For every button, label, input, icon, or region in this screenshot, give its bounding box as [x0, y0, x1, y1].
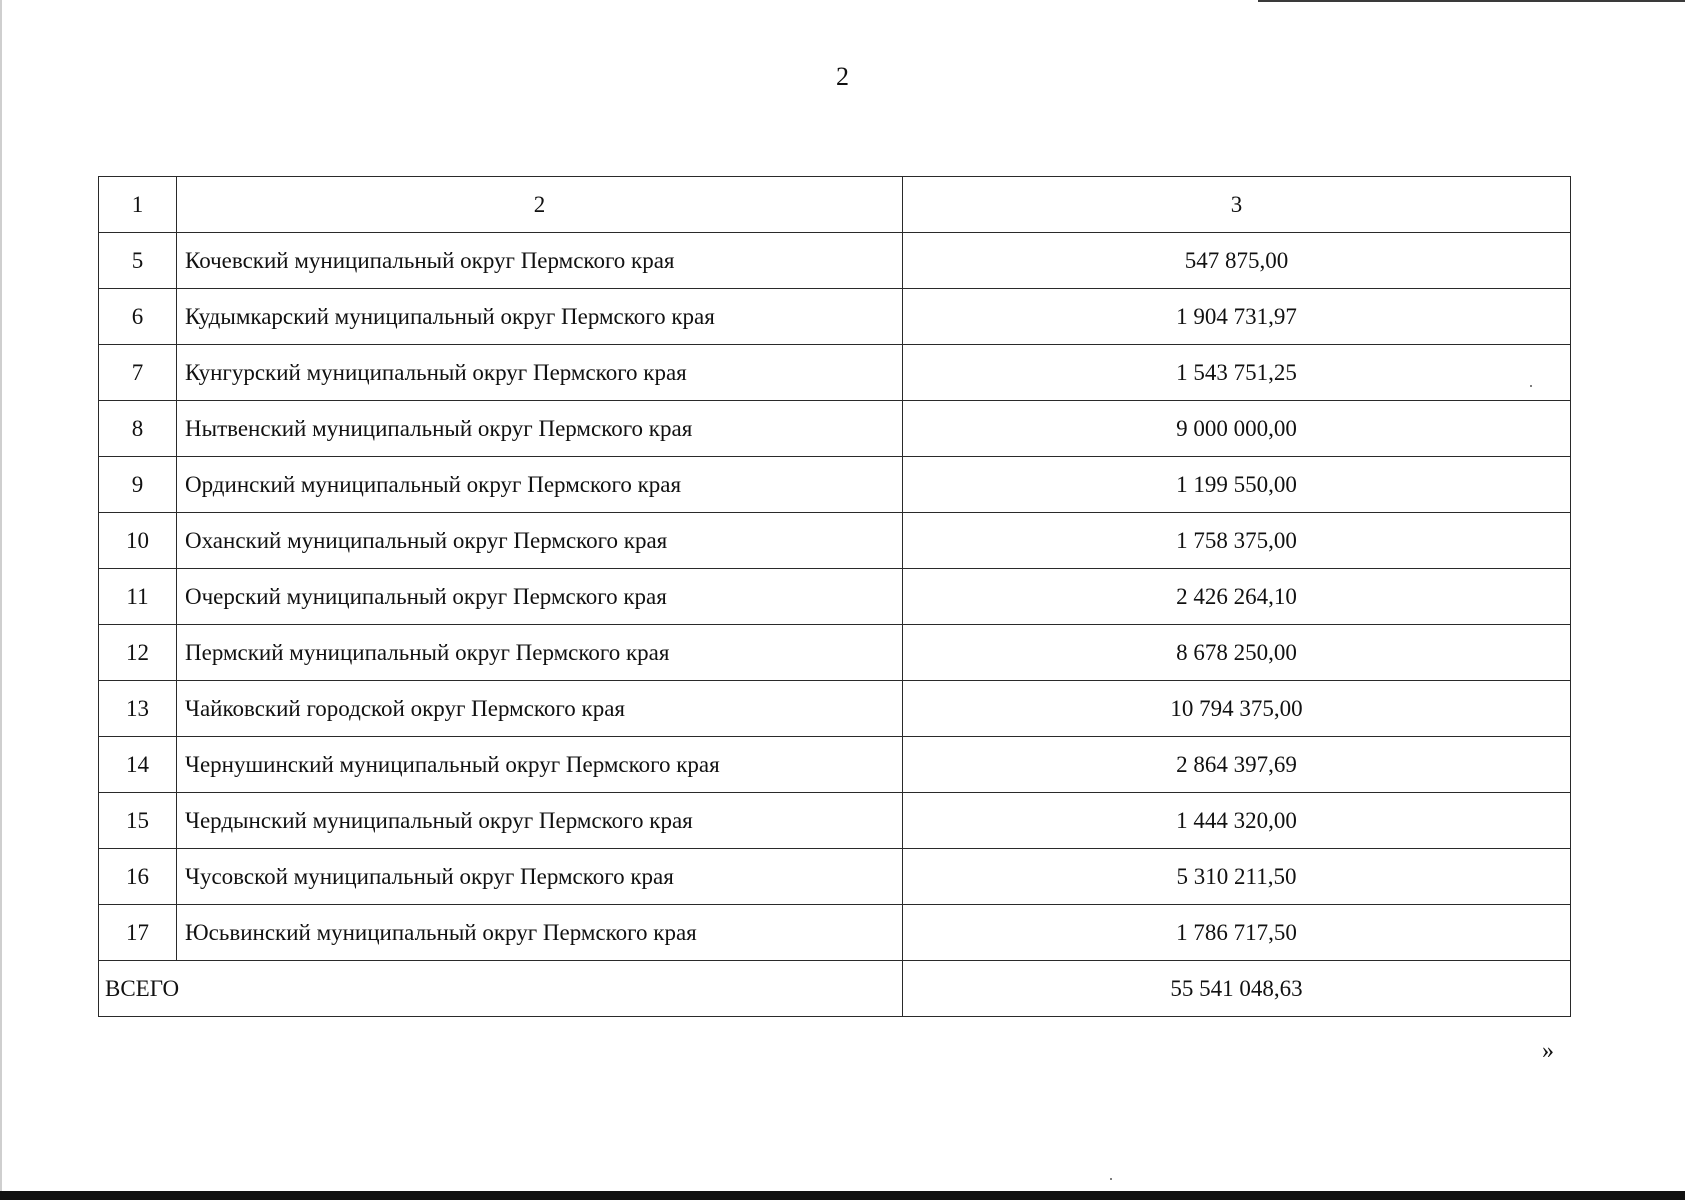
total-amount-cell: 55 541 048,63: [903, 961, 1571, 1017]
table-row: [99, 513, 1571, 569]
amount-cell: 1 444 320,00: [903, 793, 1571, 849]
scan-speck: [1530, 385, 1532, 387]
scan-border-left: [0, 0, 2, 1200]
table-row: [99, 233, 1571, 289]
municipality-name-cell: Пермский муниципальный округ Пермского края: [177, 625, 903, 681]
table-row: [99, 849, 1571, 905]
scan-border-top: [1258, 0, 1685, 2]
page-number: 2: [836, 62, 849, 91]
table-row: [99, 345, 1571, 401]
amount-cell: 1 786 717,50: [903, 905, 1571, 961]
municipality-name-cell: Кудымкарский муниципальный округ Пермского края: [177, 289, 903, 345]
allocation-table: [98, 176, 1571, 1017]
row-number-cell: 11: [99, 569, 177, 625]
amount-cell: 1 543 751,25: [903, 345, 1571, 401]
table-row: [99, 457, 1571, 513]
table-row: [99, 905, 1571, 961]
amount-cell: 1 199 550,00: [903, 457, 1571, 513]
amount-cell: 1 904 731,97: [903, 289, 1571, 345]
row-number-cell: 8: [99, 401, 177, 457]
closing-quote: »: [1542, 1038, 1554, 1064]
row-number-cell: 7: [99, 345, 177, 401]
municipality-name-cell: Очерский муниципальный округ Пермского края: [177, 569, 903, 625]
table-header-row: [99, 177, 1571, 233]
row-number-cell: 9: [99, 457, 177, 513]
table-row: [99, 625, 1571, 681]
table-row: [99, 793, 1571, 849]
municipality-name-cell: Ординский муниципальный округ Пермского края: [177, 457, 903, 513]
municipality-name-cell: Чайковский городской округ Пермского края: [177, 681, 903, 737]
row-number-cell: 15: [99, 793, 177, 849]
municipality-name-cell: Чердынский муниципальный округ Пермского края: [177, 793, 903, 849]
row-number-cell: 5: [99, 233, 177, 289]
municipality-name-cell: Оханский муниципальный округ Пермского края: [177, 513, 903, 569]
municipality-name-cell: Чусовской муниципальный округ Пермского края: [177, 849, 903, 905]
scan-border-bottom: [0, 1191, 1685, 1200]
row-number-cell: 16: [99, 849, 177, 905]
total-row: [99, 961, 1571, 1017]
total-label-cell: ВСЕГО: [99, 961, 903, 1017]
table-row: [99, 289, 1571, 345]
municipality-name-cell: Юсьвинский муниципальный округ Пермского края: [177, 905, 903, 961]
row-number-cell: 17: [99, 905, 177, 961]
row-number-cell: 6: [99, 289, 177, 345]
row-number-cell: 13: [99, 681, 177, 737]
amount-cell: 9 000 000,00: [903, 401, 1571, 457]
amount-cell: 2 426 264,10: [903, 569, 1571, 625]
amount-cell: 10 794 375,00: [903, 681, 1571, 737]
table-row: [99, 737, 1571, 793]
row-number-cell: 10: [99, 513, 177, 569]
row-number-cell: 12: [99, 625, 177, 681]
amount-cell: 1 758 375,00: [903, 513, 1571, 569]
table-row: [99, 401, 1571, 457]
amount-cell: 5 310 211,50: [903, 849, 1571, 905]
amount-cell: 547 875,00: [903, 233, 1571, 289]
amount-cell: 2 864 397,69: [903, 737, 1571, 793]
municipality-name-cell: Кочевский муниципальный округ Пермского края: [177, 233, 903, 289]
header-cell-number: 1: [99, 177, 177, 233]
header-cell-amount: 3: [903, 177, 1571, 233]
row-number-cell: 14: [99, 737, 177, 793]
table-row: [99, 681, 1571, 737]
scan-speck: [1110, 1178, 1112, 1180]
municipality-name-cell: Нытвенский муниципальный округ Пермского края: [177, 401, 903, 457]
table-row: [99, 569, 1571, 625]
municipality-name-cell: Чернушинский муниципальный округ Пермского края: [177, 737, 903, 793]
municipality-name-cell: Кунгурский муниципальный округ Пермского края: [177, 345, 903, 401]
header-cell-name: 2: [177, 177, 903, 233]
amount-cell: 8 678 250,00: [903, 625, 1571, 681]
